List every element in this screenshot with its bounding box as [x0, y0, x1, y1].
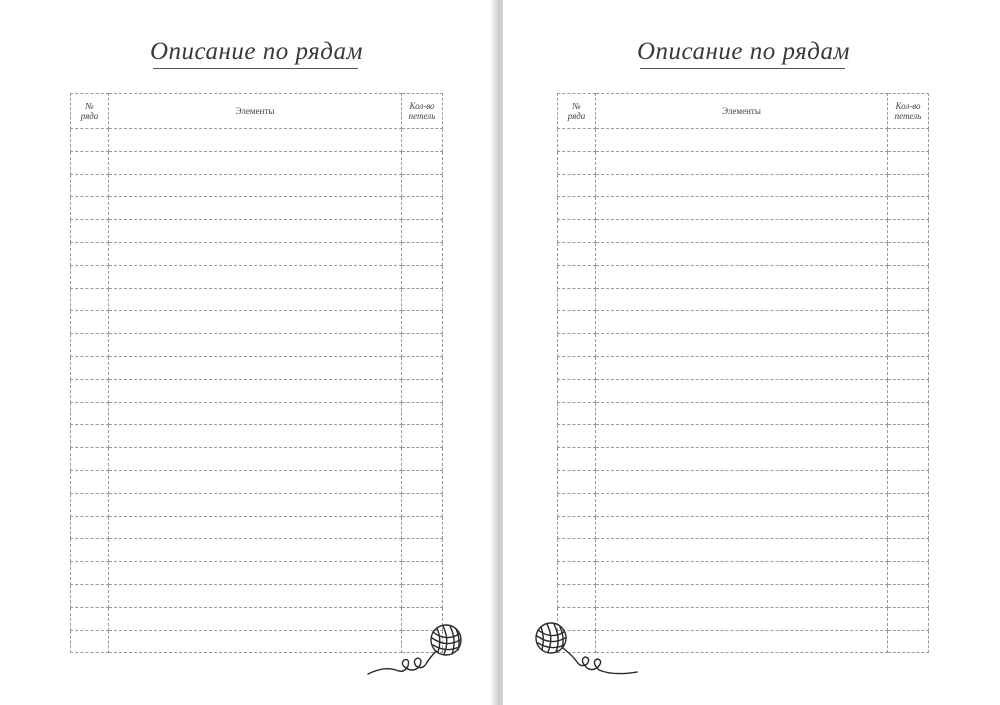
stitch-count-header: Кол-во петель — [402, 94, 443, 129]
stitch-count-cell — [402, 584, 443, 607]
stitch-count-cell — [888, 630, 929, 653]
elements-cell — [109, 584, 402, 607]
row-number-cell — [71, 334, 109, 357]
table-row — [558, 516, 929, 539]
yarn-ball-icon — [529, 620, 644, 680]
row-number-cell — [71, 288, 109, 311]
title-underline — [640, 68, 845, 69]
elements-cell — [596, 129, 888, 152]
elements-cell — [109, 129, 402, 152]
stitch-count-cell — [402, 402, 443, 425]
stitch-count-cell — [888, 425, 929, 448]
table-row — [71, 220, 443, 243]
elements-cell — [109, 288, 402, 311]
row-number-cell — [71, 379, 109, 402]
stitch-count-cell — [402, 334, 443, 357]
stitch-count-cell — [888, 311, 929, 334]
elements-cell — [109, 311, 402, 334]
row-number-header: № ряда — [71, 94, 109, 129]
stitch-count-cell — [888, 562, 929, 585]
row-number-header: № ряда — [558, 94, 596, 129]
elements-cell — [596, 516, 888, 539]
stitch-count-cell — [402, 448, 443, 471]
row-number-cell — [71, 265, 109, 288]
elements-header: Элементы — [596, 94, 888, 129]
stitch-count-cell — [888, 151, 929, 174]
table-row — [558, 539, 929, 562]
stitch-count-cell — [888, 174, 929, 197]
table-row — [71, 584, 443, 607]
elements-cell — [596, 425, 888, 448]
row-number-cell — [558, 151, 596, 174]
elements-cell — [109, 516, 402, 539]
table-row — [71, 265, 443, 288]
elements-cell — [596, 242, 888, 265]
stitch-count-cell — [402, 539, 443, 562]
stitch-count-cell — [888, 242, 929, 265]
elements-cell — [109, 448, 402, 471]
stitch-count-cell — [888, 220, 929, 243]
elements-cell — [596, 334, 888, 357]
row-number-cell — [558, 288, 596, 311]
row-number-cell — [71, 151, 109, 174]
stitch-count-cell — [402, 311, 443, 334]
table-row — [558, 311, 929, 334]
table-row — [558, 220, 929, 243]
stitch-count-cell — [888, 470, 929, 493]
table-row — [71, 356, 443, 379]
elements-cell — [109, 630, 402, 653]
stitch-count-cell — [402, 197, 443, 220]
elements-cell — [596, 402, 888, 425]
elements-cell — [109, 197, 402, 220]
row-number-cell — [558, 242, 596, 265]
table-row — [558, 584, 929, 607]
elements-cell — [596, 265, 888, 288]
table-row — [71, 539, 443, 562]
table-header-row — [71, 94, 443, 129]
elements-cell — [596, 379, 888, 402]
stitch-count-cell — [888, 379, 929, 402]
elements-cell — [596, 493, 888, 516]
yarn-ball-icon — [362, 620, 477, 680]
table-row — [71, 379, 443, 402]
stitch-count-header: Кол-во петель — [888, 94, 929, 129]
row-number-cell — [558, 174, 596, 197]
table-row — [71, 470, 443, 493]
table-row — [71, 242, 443, 265]
row-number-cell — [558, 493, 596, 516]
stitch-count-cell — [402, 470, 443, 493]
stitch-count-cell — [888, 197, 929, 220]
row-number-cell — [71, 242, 109, 265]
elements-cell — [109, 151, 402, 174]
table-row — [558, 288, 929, 311]
table-row — [558, 174, 929, 197]
table-row — [71, 174, 443, 197]
stitch-count-cell — [888, 356, 929, 379]
elements-cell — [596, 584, 888, 607]
table-row — [71, 493, 443, 516]
table-row — [558, 448, 929, 471]
elements-cell — [109, 174, 402, 197]
elements-cell — [596, 174, 888, 197]
table-row — [71, 288, 443, 311]
elements-cell — [596, 220, 888, 243]
table-row — [71, 197, 443, 220]
stitch-count-cell — [402, 288, 443, 311]
row-description-table — [557, 93, 929, 653]
table-row — [558, 242, 929, 265]
row-number-cell — [558, 220, 596, 243]
stitch-count-cell — [402, 174, 443, 197]
stitch-count-cell — [402, 242, 443, 265]
stitch-count-cell — [402, 129, 443, 152]
row-number-cell — [71, 607, 109, 630]
table-row — [71, 562, 443, 585]
table-row — [558, 425, 929, 448]
row-number-cell — [558, 197, 596, 220]
table-row — [558, 379, 929, 402]
row-number-cell — [71, 630, 109, 653]
elements-cell — [596, 356, 888, 379]
row-number-cell — [558, 562, 596, 585]
table-row — [71, 151, 443, 174]
elements-cell — [596, 288, 888, 311]
elements-cell — [109, 493, 402, 516]
row-number-cell — [71, 562, 109, 585]
row-number-cell — [558, 356, 596, 379]
table-row — [71, 402, 443, 425]
right-page — [503, 0, 1000, 705]
stitch-count-cell — [402, 220, 443, 243]
table-row — [558, 151, 929, 174]
table-row — [71, 516, 443, 539]
stitch-count-cell — [888, 402, 929, 425]
stitch-count-cell — [888, 584, 929, 607]
row-number-cell — [71, 516, 109, 539]
row-number-cell — [558, 448, 596, 471]
row-number-cell — [558, 334, 596, 357]
table-row — [558, 562, 929, 585]
row-number-cell — [558, 129, 596, 152]
row-number-cell — [71, 311, 109, 334]
elements-cell — [596, 311, 888, 334]
elements-cell — [596, 197, 888, 220]
table-row — [71, 448, 443, 471]
left-page — [0, 0, 497, 705]
row-number-cell — [558, 379, 596, 402]
elements-cell — [596, 470, 888, 493]
elements-cell — [109, 265, 402, 288]
row-number-cell — [558, 425, 596, 448]
table-row — [71, 425, 443, 448]
elements-cell — [596, 539, 888, 562]
stitch-count-cell — [888, 265, 929, 288]
row-number-cell — [558, 516, 596, 539]
table-row — [558, 129, 929, 152]
stitch-count-cell — [402, 425, 443, 448]
stitch-count-cell — [402, 265, 443, 288]
stitch-count-cell — [402, 151, 443, 174]
stitch-count-cell — [402, 562, 443, 585]
table-row — [71, 311, 443, 334]
stitch-count-cell — [888, 288, 929, 311]
stitch-count-cell — [888, 539, 929, 562]
table-row — [71, 129, 443, 152]
elements-cell — [596, 562, 888, 585]
row-number-cell — [558, 539, 596, 562]
row-number-cell — [71, 402, 109, 425]
stitch-count-cell — [888, 448, 929, 471]
elements-cell — [109, 242, 402, 265]
row-number-cell — [558, 311, 596, 334]
row-number-cell — [71, 174, 109, 197]
elements-cell — [109, 220, 402, 243]
stitch-count-cell — [402, 493, 443, 516]
table-row — [558, 334, 929, 357]
elements-cell — [109, 539, 402, 562]
row-number-cell — [558, 470, 596, 493]
row-number-cell — [71, 470, 109, 493]
row-number-cell — [71, 493, 109, 516]
stitch-count-cell — [888, 334, 929, 357]
stitch-count-cell — [402, 356, 443, 379]
elements-cell — [596, 151, 888, 174]
row-number-cell — [558, 584, 596, 607]
row-number-cell — [71, 220, 109, 243]
elements-cell — [109, 562, 402, 585]
row-number-cell — [71, 539, 109, 562]
row-number-cell — [71, 356, 109, 379]
table-row — [558, 356, 929, 379]
elements-cell — [109, 425, 402, 448]
row-number-cell — [558, 402, 596, 425]
row-number-cell — [71, 197, 109, 220]
table-row — [558, 402, 929, 425]
title-underline — [153, 68, 358, 69]
row-number-cell — [71, 584, 109, 607]
table-row — [558, 493, 929, 516]
row-description-table — [70, 93, 443, 653]
elements-cell — [109, 356, 402, 379]
table-row — [558, 265, 929, 288]
stitch-count-cell — [402, 379, 443, 402]
row-number-cell — [71, 425, 109, 448]
row-number-cell — [558, 265, 596, 288]
stitch-count-cell — [888, 516, 929, 539]
table-row — [558, 470, 929, 493]
table-row — [71, 334, 443, 357]
page-title: Описание по рядам — [150, 38, 363, 65]
table-row — [558, 197, 929, 220]
elements-cell — [109, 379, 402, 402]
table-header-row — [558, 94, 929, 129]
elements-cell — [109, 470, 402, 493]
elements-cell — [596, 448, 888, 471]
page-title: Описание по рядам — [637, 38, 850, 65]
elements-cell — [109, 334, 402, 357]
row-number-cell — [71, 129, 109, 152]
elements-cell — [109, 607, 402, 630]
stitch-count-cell — [888, 607, 929, 630]
elements-header: Элементы — [109, 94, 402, 129]
stitch-count-cell — [888, 129, 929, 152]
row-number-cell — [71, 448, 109, 471]
elements-cell — [109, 402, 402, 425]
stitch-count-cell — [888, 493, 929, 516]
stitch-count-cell — [402, 516, 443, 539]
